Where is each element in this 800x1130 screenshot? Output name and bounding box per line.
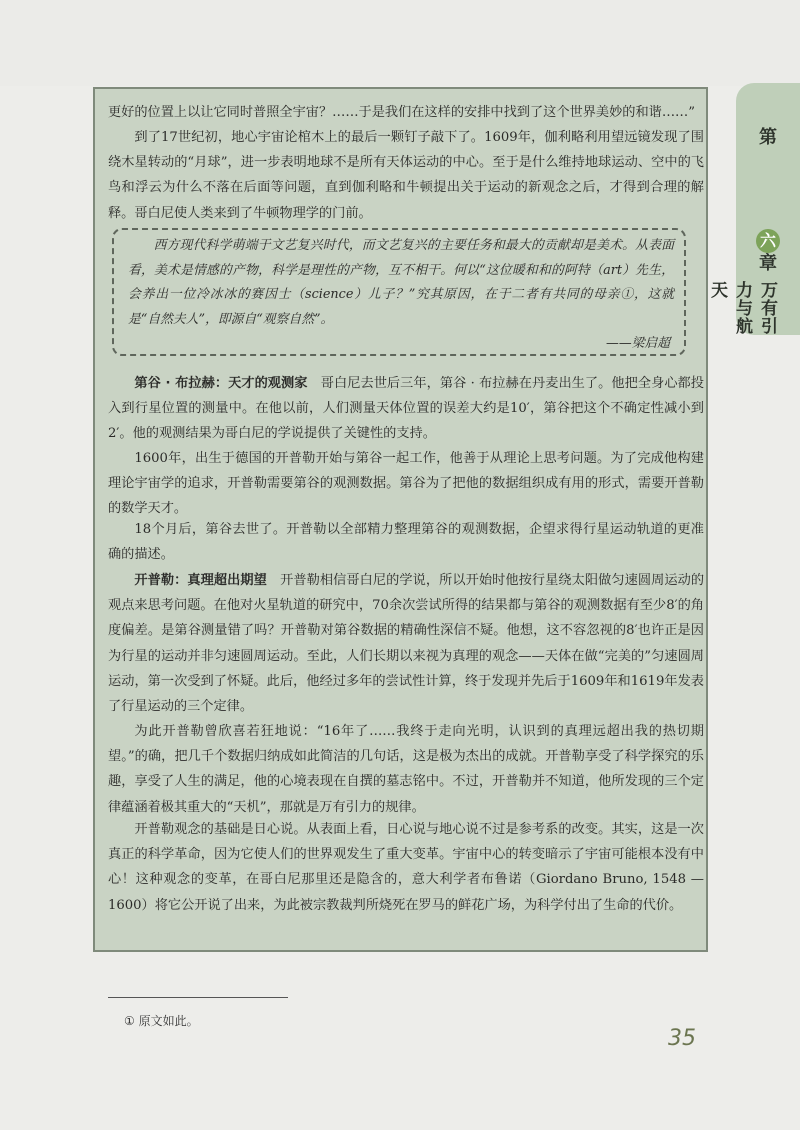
chapter-side-tab — [707, 83, 800, 335]
paragraph-1: 更好的位置上以让它同时普照全宇宙？……于是我们在这样的安排中找到了这个世界美妙的和谐……” — [108, 105, 695, 120]
paragraph-2: 到了17世纪初，地心宇宙论棺木上的最后一颗钉子敲下了。1609年，伽利略利用望远镜发现了围绕木星转动的“月球”，进一步表明地球不是所有天体运动的中心。至于是什么维持地球运动、空中的飞鸟和浮云为什么不落在后面等问题，直到伽利略和牛顿提出关于运动的新观念之后，才得到合理的解释。哥白尼使人类来到了牛顿物理学的门前。 — [108, 130, 704, 221]
quote-author: ——梁启超 — [606, 336, 670, 351]
footnote: ① 原文如此。 — [124, 1014, 199, 1028]
paragraph-8: 开普勒观念的基础是日心说。从表面上看，日心说与地心说不过是参考系的改变。其实，这是一次真正的科学革命，因为它使人们的世界观发生了重大变革。宇宙中心的转变暗示了宇宙可能根本没有中心！这种观念的变革，在哥白尼那里还是隐含的，意大利学者布鲁诺（Giordano Bruno, 1548 — 1600）将它公开说了出来，为此被宗教裁判所烧死在罗马的鲜花广场，为科学付出了生命的代价。 — [108, 822, 704, 913]
paragraph-tycho-body: 哥白尼去世后三年，第谷 · 布拉赫在丹麦出生了。他把全身心都投入到行星位置的测量中。在他以前，人们测量天体位置的误差大约是10′，第谷把这个不确定性减小到2′。他的观测结果为哥白尼的学说提供了关键性的支持。 — [108, 376, 704, 442]
footnote-rule — [108, 997, 288, 998]
chapter-title: 万有引力与航天 — [707, 281, 777, 335]
quote-text: 西方现代科学萌端于文艺复兴时代，而文艺复兴的主要任务和最大的贡献却是美术。从表面看，美术是情感的产物，科学是理性的产物，互不相干。何以“这位暖和和的阿特（art）先生，会养出一位冷冰冰的赛因士（science）儿子？”究其原因，在于二者有共同的母亲①，这就是“自然夫人”，即源自“观察自然”。 — [128, 238, 674, 327]
section-heading-tycho: 第谷 · 布拉赫：天才的观测家 — [134, 376, 308, 391]
chapter-number-badge: 六 — [756, 229, 780, 253]
page-number: 35 — [668, 1026, 696, 1051]
section-heading-kepler: 开普勒：真理超出期望 — [134, 573, 267, 588]
paragraph-4: 1600年，出生于德国的开普勒开始与第谷一起工作，他善于从理论上思考问题。为了完成他构建理论宇宙学的追求，开普勒需要第谷的观测数据。第谷为了把他的数据组织成有用的形式，需要开普勒的数学天才。 — [108, 451, 704, 517]
paragraph-7: 为此开普勒曾欣喜若狂地说：“16年了……我终于走向光明，认识到的真理远超出我的热切期望。”的确，把几千个数据归纳成如此简洁的几句话，这是极为杰出的成就。开普勒享受了科学探究的乐趣，享受了人生的满足，他的心境表现在自撰的墓志铭中。不过，开普勒并不知道，他所发现的三个定律蕴涵着极其重大的“天机”，那就是万有引力的规律。 — [108, 724, 704, 815]
paragraph-kepler — [108, 568, 704, 719]
chapter-suffix: 章 — [759, 253, 777, 274]
paragraph-kepler-body: 开普勒相信哥白尼的学说，所以开始时他按行星绕太阳做匀速圆周运动的观点来思考问题。在他对火星轨道的研究中，70余次尝试所得的结果都与第谷的观测数据有至少8′的角度偏差。是第谷测量错了吗？开普勒对第谷数据的精确性深信不疑。他想，这不容忽视的8′也许正是因为行星的运动并非匀速圆周运动。至此，人们长期以来视为真理的观念——天体在做“完美的”匀速圆周运动，第一次受到了怀疑。此后，他经过多年的尝试性计算，终于发现并先后于1609年和1619年发表了行星运动的三个定律。 — [108, 573, 704, 715]
paragraph-tycho — [108, 371, 704, 447]
top-margin — [0, 0, 800, 86]
paragraph-5: 18个月后，第谷去世了。开普勒以全部精力整理第谷的观测数据，企望求得行星运动轨道的更准确的描述。 — [108, 522, 704, 563]
chapter-prefix: 第 — [759, 127, 777, 148]
